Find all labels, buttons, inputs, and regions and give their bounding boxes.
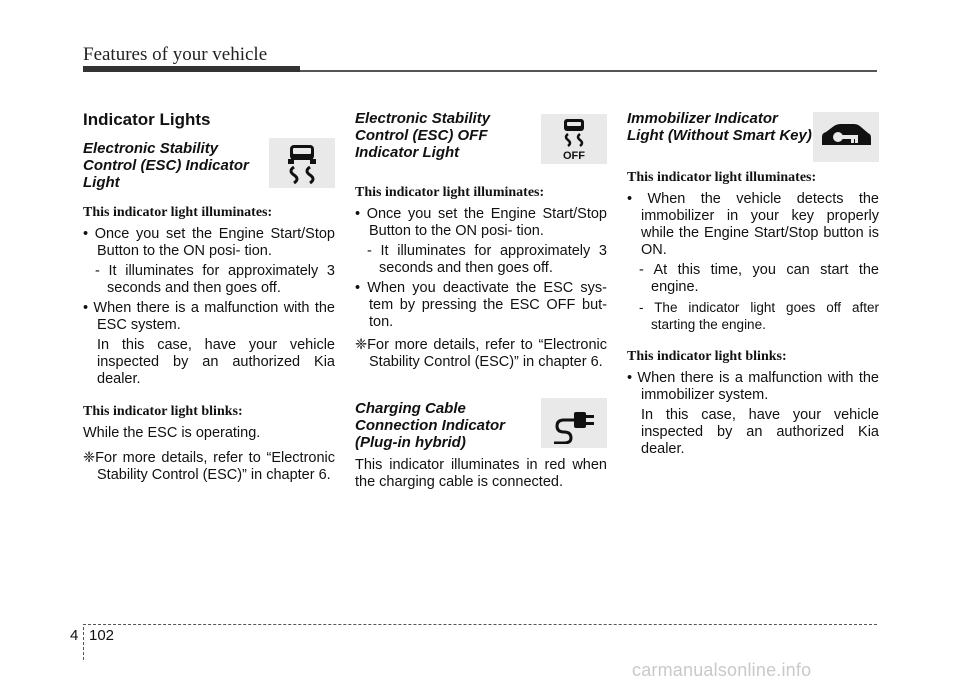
- column-esc: [83, 110, 335, 487]
- charging-section-head: [355, 400, 607, 451]
- bullet-item: • Once you set the Engine Start/Stop Button to the ON posi- tion.: [83, 226, 335, 259]
- esc-off-icon-text: OFF: [563, 150, 585, 161]
- illuminates-heading: This indicator light illuminates:: [627, 170, 817, 185]
- illuminates-heading: This indicator light illuminates:: [83, 205, 273, 220]
- car-key-icon: [813, 112, 879, 162]
- bullet-item: • When there is a malfunction with the ESC system.: [83, 300, 335, 333]
- page-header-title: Features of your vehicle: [83, 44, 268, 65]
- immobilizer-section-head: [627, 110, 879, 144]
- blinks-heading: This indicator light blinks:: [83, 404, 243, 419]
- esc-off-section-head: [355, 110, 607, 161]
- header-rule: [300, 70, 877, 72]
- blinks-heading: This indicator light blinks:: [627, 349, 787, 364]
- paragraph: While the ESC is operating.: [83, 425, 261, 441]
- reference-note: ❈For more details, refer to “Electronic Stability Control (ESC)” in chapter 6.: [83, 450, 335, 483]
- esc-off-indicator-title: Electronic Stability Control (ESC) OFF Indicator Light: [355, 110, 491, 161]
- charging-plug-icon: [541, 398, 607, 448]
- paragraph: In this case, have your vehicle inspected by an authorized Kia dealer.: [97, 337, 335, 387]
- bullet-item: • When you deactivate the ESC sys- tem by pressing the ESC OFF but- ton.: [355, 280, 607, 330]
- esc-off-icon: [541, 114, 607, 164]
- header-bar: [83, 66, 300, 72]
- column-immobilizer: [627, 110, 879, 461]
- charging-indicator-title: Charging Cable Connection Indicator (Plug-in hybrid): [355, 400, 505, 451]
- bullet-item: • When the vehicle detects the immobilizer in your key properly while the Engine Start/Stop button is ON.: [627, 191, 879, 258]
- reference-note: ❈For more details, refer to “Electronic Stability Control (ESC)” in chapter 6.: [355, 337, 607, 370]
- footer-rule: [83, 624, 877, 625]
- dash-item: - At this time, you can start the engine.: [639, 262, 879, 295]
- column-esc-off: [355, 110, 607, 494]
- esc-car-skid-icon: [269, 138, 335, 188]
- esc-section-head: [83, 140, 335, 191]
- watermark: carmanualsonline.info: [632, 660, 812, 680]
- esc-indicator-title: Electronic Stability Control (ESC) Indicator Light: [83, 140, 249, 191]
- dash-item: - It illuminates for approximately 3 seconds and then goes off.: [95, 263, 335, 296]
- immobilizer-indicator-title: Immobilizer Indicator Light (Without Smart Key): [627, 110, 812, 144]
- paragraph: In this case, have your vehicle inspected by an authorized Kia dealer.: [641, 407, 879, 457]
- dash-item: - The indicator light goes off after starting the engine.: [639, 300, 879, 332]
- page-number: 102: [89, 627, 115, 644]
- paragraph: This indicator illuminates in red when the charging cable is connected.: [355, 457, 607, 490]
- footer-divider: [83, 627, 84, 660]
- illuminates-heading: This indicator light illuminates:: [355, 185, 545, 200]
- section-heading: Indicator Lights: [83, 110, 211, 129]
- bullet-item: • When there is a malfunction with the immobilizer system.: [627, 370, 879, 403]
- bullet-item: • Once you set the Engine Start/Stop Button to the ON posi- tion.: [355, 206, 607, 239]
- section-number: 4: [70, 627, 79, 644]
- dash-item: - It illuminates for approximately 3 seconds and then goes off.: [367, 243, 607, 276]
